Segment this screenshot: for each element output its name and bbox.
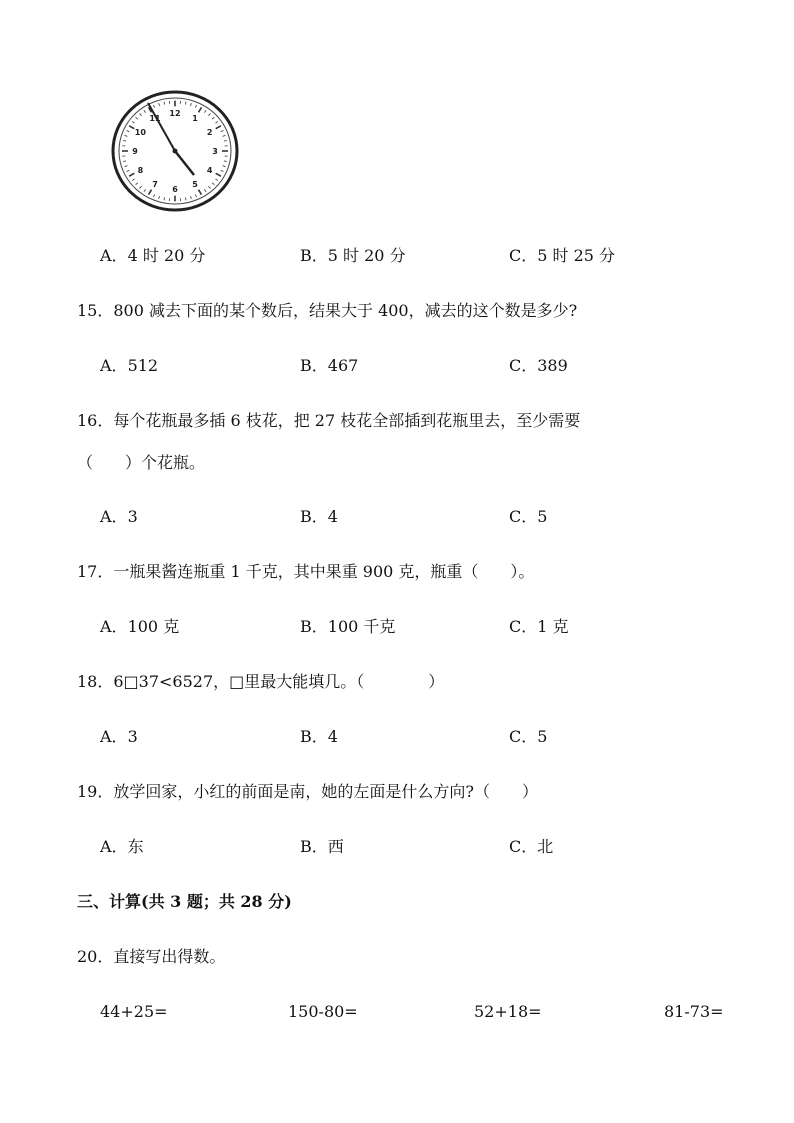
- option-text: 3: [127, 507, 138, 526]
- option-text: 北: [537, 837, 554, 856]
- clock-image: [108, 87, 240, 215]
- q20-question: 20．直接写出得数。: [77, 947, 226, 966]
- option-text: 467: [327, 356, 359, 375]
- clock-numeral: 6: [172, 185, 178, 194]
- option-letter: C．: [509, 356, 538, 375]
- option-text: 3: [127, 727, 138, 746]
- q19-question: 19．放学回家，小红的前面是南，她的左面是什么方向?（ ）: [77, 782, 538, 801]
- option-text: 4: [327, 507, 338, 526]
- clock-numeral: 5: [192, 179, 198, 189]
- option-letter: A．: [100, 617, 128, 636]
- q15-option-a: [100, 356, 158, 376]
- clock-numeral: 12: [169, 109, 181, 118]
- option-letter: A．: [100, 246, 128, 265]
- option-letter: C．: [509, 246, 538, 265]
- option-letter: C．: [509, 617, 538, 636]
- q18-option-c: [509, 727, 547, 747]
- option-letter: B．: [300, 356, 328, 375]
- clock-numeral: 3: [212, 147, 218, 156]
- clock-face-svg: [108, 87, 240, 215]
- option-letter: C．: [509, 507, 538, 526]
- option-text: 389: [537, 356, 568, 375]
- option-text: 西: [327, 837, 344, 856]
- q17-question: 17．一瓶果酱连瓶重 1 千克，其中果重 900 克，瓶重（ ）。: [77, 562, 535, 581]
- clock-numeral: 7: [152, 179, 158, 189]
- q18-option-a: [100, 727, 138, 747]
- clock-numeral: 9: [132, 147, 138, 156]
- q19-option-a: [100, 837, 144, 857]
- option-letter: B．: [300, 507, 328, 526]
- clock-numeral: 11: [149, 114, 161, 124]
- clock-numeral: 1: [192, 114, 198, 124]
- section-heading-calculation: 三、计算(共 3 题；共 28 分): [77, 892, 292, 911]
- q14-option-a: [100, 246, 205, 266]
- q20-expression-3: 52+18=: [474, 1002, 542, 1021]
- q17-option-b: [300, 617, 395, 637]
- q20-expression-4: 81-73=: [664, 1002, 724, 1021]
- clock-center-pin: [173, 149, 178, 154]
- q20-expression-2: 150-80=: [288, 1002, 358, 1021]
- q16-option-a: [100, 507, 138, 527]
- clock-numeral: 8: [137, 166, 144, 175]
- q16-question: 16．每个花瓶最多插 6 枝花，把 27 枝花全部插到花瓶里去，至少需要: [77, 411, 581, 430]
- option-text: 5 时 25 分: [537, 246, 616, 265]
- option-text: 1 克: [537, 617, 569, 636]
- q15-question: 15．800 减去下面的某个数后，结果大于 400，减去的这个数是多少?: [77, 301, 578, 320]
- q18-question: 18．6□37<6527，□里最大能填几。（ ）: [77, 672, 445, 691]
- option-letter: C．: [509, 837, 538, 856]
- option-text: 5 时 20 分: [327, 246, 406, 265]
- option-letter: C．: [509, 727, 538, 746]
- clock-numeral: 2: [206, 128, 213, 137]
- option-letter: B．: [300, 837, 328, 856]
- q14-option-c: [509, 246, 615, 266]
- q16-option-c: [509, 507, 547, 527]
- q15-option-c: [509, 356, 568, 376]
- option-letter: A．: [100, 507, 128, 526]
- q17-option-a: [100, 617, 179, 637]
- option-letter: A．: [100, 837, 128, 856]
- option-text: 512: [127, 356, 159, 375]
- q19-option-b: [300, 837, 344, 857]
- q19-option-c: [509, 837, 553, 857]
- option-text: 4: [327, 727, 338, 746]
- option-letter: A．: [100, 356, 128, 375]
- option-text: 东: [127, 837, 144, 856]
- option-letter: B．: [300, 727, 328, 746]
- q16-question-line2: （ ）个花瓶。: [77, 453, 206, 472]
- q18-option-b: [300, 727, 338, 747]
- option-text: 100 克: [127, 617, 180, 636]
- q20-expression-1: 44+25=: [100, 1002, 168, 1021]
- clock-numeral: 4: [206, 166, 213, 175]
- option-text: 5: [537, 507, 548, 526]
- option-letter: B．: [300, 617, 328, 636]
- q14-option-b: [300, 246, 406, 266]
- option-text: 4 时 20 分: [127, 246, 206, 265]
- q15-option-b: [300, 356, 358, 376]
- q17-option-c: [509, 617, 569, 637]
- option-text: 5: [537, 727, 548, 746]
- option-letter: A．: [100, 727, 128, 746]
- option-text: 100 千克: [327, 617, 396, 636]
- q16-option-b: [300, 507, 338, 527]
- option-letter: B．: [300, 246, 328, 265]
- clock-numeral: 10: [134, 128, 146, 137]
